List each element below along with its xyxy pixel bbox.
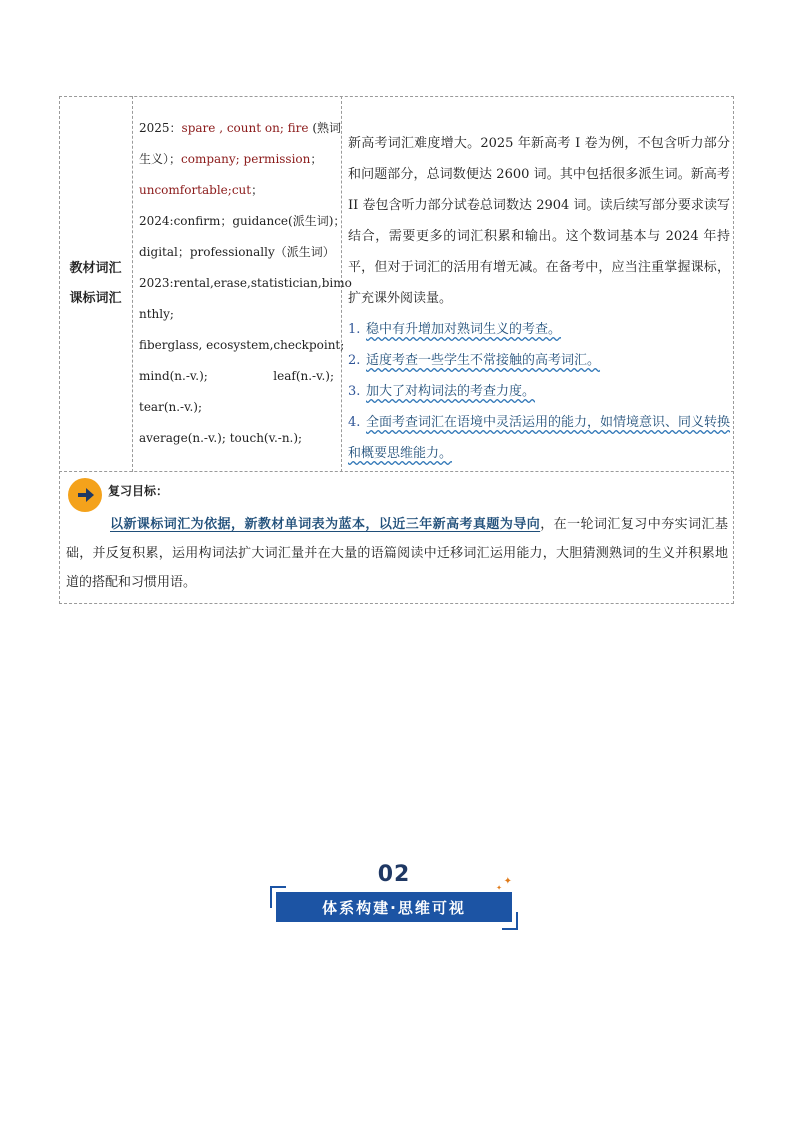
sparkle-icon: ✦ — [503, 876, 512, 887]
vocab-row: nthly; — [139, 307, 174, 321]
row-divider — [59, 471, 734, 472]
vocab-row: fiberglass, ecosystem,checkpoint; — [139, 338, 345, 352]
goal-text: 以新课标词汇为依据，新教材单词表为蓝本，以近三年新高考真题为导向，在一轮词汇复习中夯实词汇基础，并反复积累，运用构词法扩大词汇量并在大量的语篇阅读中迁移词汇运用能力，大胆猜测熟词的生义并积累地道的搭配和习惯用语。 — [66, 517, 728, 590]
category-cell — [59, 96, 132, 472]
section-title-band — [276, 892, 512, 922]
vocab-row: digital；professionally（派生词） — [139, 245, 335, 259]
vocab-highlight: uncomfortable;cut — [139, 183, 252, 197]
analysis-paragraph: 新高考词汇难度增大。2025 年新高考 I 卷为例，不包含听力部分和问题部分，总词数便达 2600 词。其中包括很多派生词。新高考 II 卷包含听力部分试卷总词数达 2904 词。读后续写部分要求读写结合，需要更多的词汇积累和输出。这个数词基本与 2024 年持平，但对于词汇的活用有增无减。在备考中，应当注重掌握课标，扩充课外阅读量。 — [348, 136, 730, 306]
vocab-highlight: company; permission — [181, 152, 311, 166]
goal-highlight: 以新课标词汇为依据，新教材单词表为蓝本，以近三年新高考真题为导向 — [110, 517, 541, 532]
vocab-cell — [139, 113, 352, 454]
vocab-row: 2023:rental,erase,statistician,bimo — [139, 276, 352, 290]
arrow-right-icon — [68, 478, 102, 512]
vocab-row: 生义）；company; permission； — [139, 152, 323, 166]
analysis-cell — [348, 128, 730, 469]
analysis-point: 1. 稳中有升增加对熟词生义的考查。 — [348, 322, 562, 337]
label-curriculum-vocab: 课标词汇 — [69, 291, 122, 306]
section-number: 02 — [377, 862, 411, 887]
analysis-point: 3. 加大了对构词法的考查力度。 — [348, 384, 536, 399]
vocab-row: tear(n.-v.); — [139, 400, 202, 414]
vocab-row: 2024:confirm；guidance(派生词)； — [139, 214, 346, 228]
vocab-row: mind(n.-v.); leaf(n.-v.); — [139, 369, 334, 383]
analysis-point: 2. 适度考查一些学生不常接触的高考词汇。 — [348, 353, 601, 368]
section-title: 体系构建·思维可视 — [322, 898, 466, 917]
vocab-row: uncomfortable;cut； — [139, 183, 264, 197]
column-divider — [132, 96, 133, 472]
vocab-highlight: spare , count on; fire — [181, 121, 309, 135]
analysis-point: 4. 全面考查词汇在语境中灵活运用的能力，如情境意识、同义转换和概要思维能力。 — [348, 415, 731, 461]
vocab-row: average(n.-v.); touch(v.-n.); — [139, 431, 303, 445]
vocab-row: 2025：spare , count on; fire (熟词 — [139, 121, 342, 135]
goal-title: 复习目标： — [108, 484, 169, 498]
section-header — [266, 862, 522, 932]
sparkle-icon: ✦ — [496, 884, 502, 892]
label-textbook-vocab: 教材词汇 — [69, 261, 122, 276]
